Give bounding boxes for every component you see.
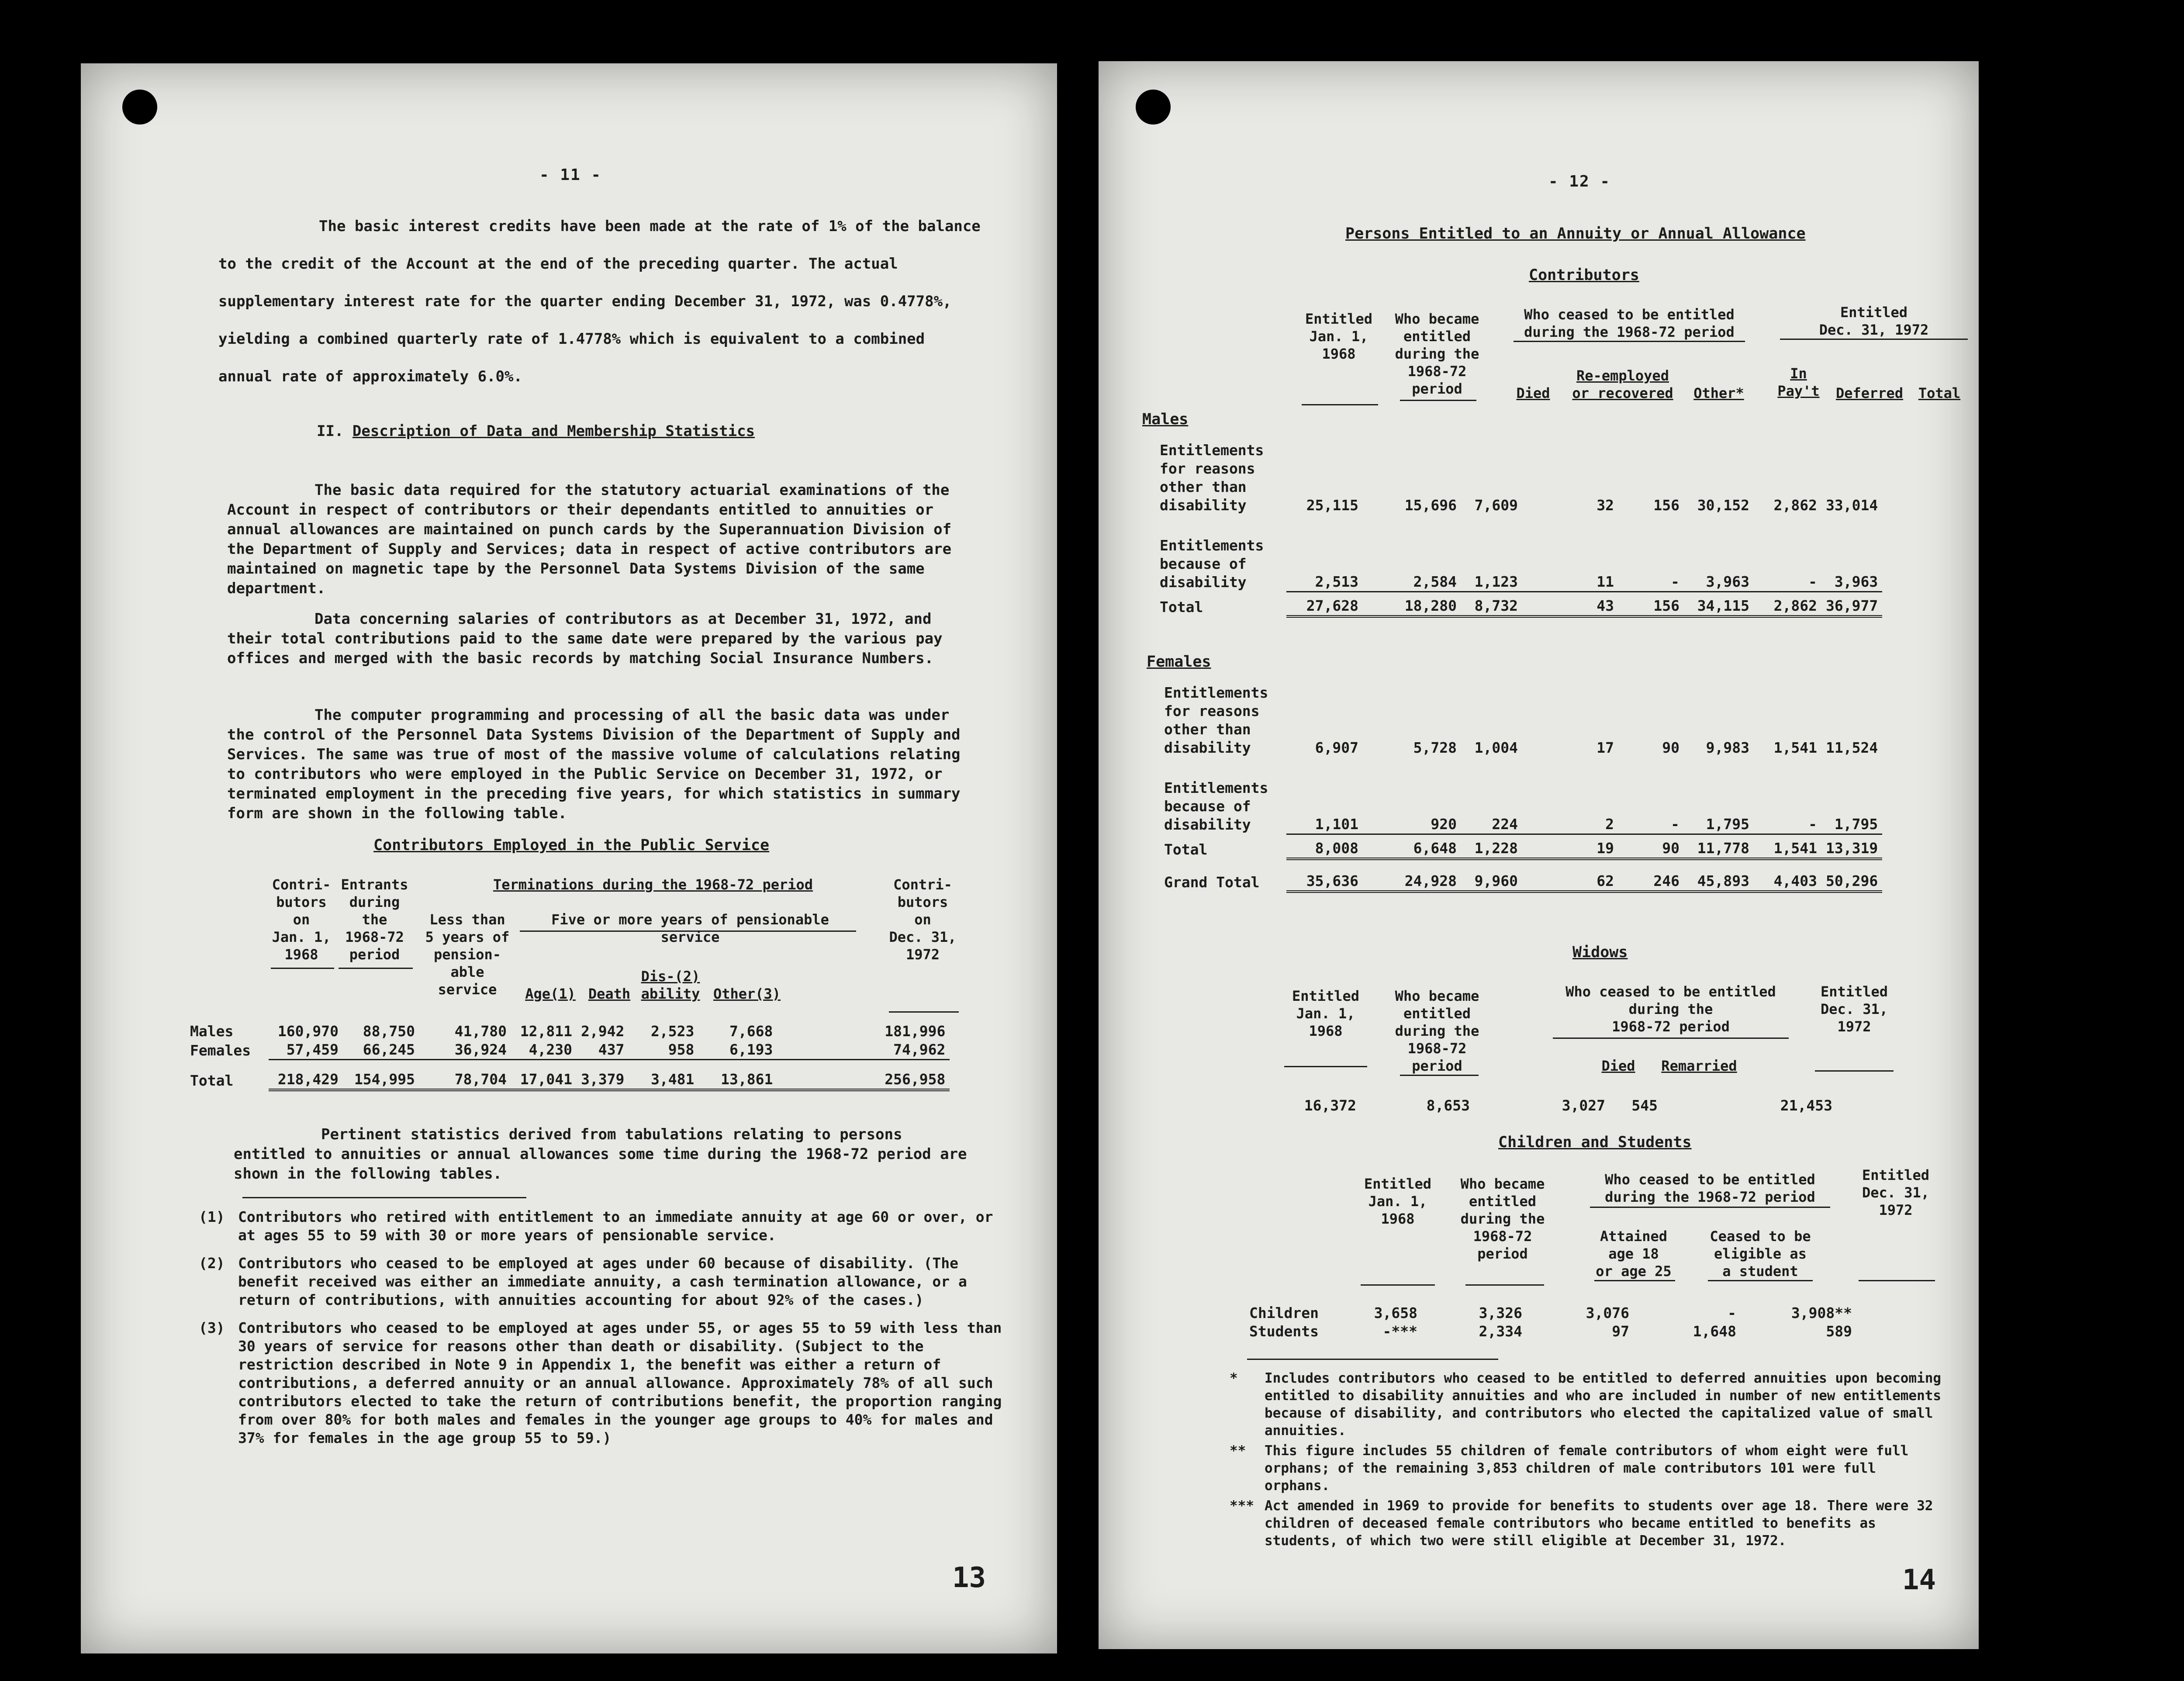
row-label: Total bbox=[1164, 841, 1208, 858]
cell: 1,101 bbox=[1286, 779, 1363, 834]
contributors-females-table bbox=[1160, 684, 1882, 893]
table-row bbox=[1245, 1304, 1856, 1322]
footnote bbox=[199, 1319, 1002, 1447]
females-label: Females bbox=[1147, 653, 1211, 671]
cell: 17,041 bbox=[511, 1070, 577, 1090]
cell: 90 bbox=[1662, 739, 1679, 756]
cell: 41,780 bbox=[454, 1023, 507, 1040]
cell: 2,862 bbox=[1773, 497, 1817, 514]
cell: 19 bbox=[1522, 839, 1618, 859]
row-label: Entitlements for reasons other than disability bbox=[1160, 442, 1264, 514]
row-label: Total bbox=[1160, 598, 1203, 616]
cell: 36,977 bbox=[1821, 597, 1882, 616]
page-12 bbox=[1099, 61, 1979, 1649]
widows-head-entitled-dec: Entitled Dec. 31, 1972 bbox=[1820, 983, 1888, 1035]
cell: 12,811 bbox=[520, 1023, 572, 1040]
children-table bbox=[1245, 1304, 1856, 1341]
footnote bbox=[199, 1208, 1002, 1245]
cell: 1,648 bbox=[1693, 1323, 1736, 1340]
cell: 43 bbox=[1522, 597, 1618, 616]
section-title: Description of Data and Membership Statistics bbox=[352, 422, 755, 440]
widows-head-died: Died bbox=[1601, 1058, 1635, 1074]
col-head-age: Age(1) bbox=[525, 986, 576, 1002]
cell: 27,628 bbox=[1286, 597, 1363, 616]
col-head-entrants: Entrants during the 1968-72 period bbox=[341, 876, 408, 963]
cell: 3,326 bbox=[1479, 1304, 1522, 1321]
cell: 2,513 bbox=[1286, 536, 1363, 591]
col-head-died: Died bbox=[1516, 385, 1550, 401]
widows-head-ceased: Who ceased to be entitled during the 1968-72 period bbox=[1565, 983, 1776, 1035]
footnote-text: Contributors who ceased to be employed at ages under 60 because of disability. (The benefit received was either an immediate annuity, a cash termination allowance, or a return of contributions, with annuities accounting for about 92% of the cases.) bbox=[238, 1255, 967, 1308]
cell: 7,668 bbox=[729, 1023, 773, 1040]
cell: 16,372 bbox=[1304, 1097, 1356, 1114]
paragraph-programming: The computer programming and processing of all the basic data was under the control of the Personnel Data Systems Division of the Department of Supply and Services. The same was true of most of the massive volume of calculations relating to contributors who were employed in the Public Service on December 31, 1972, or terminated employment in the preceding five years, for which statistics in summary form are shown in the following table. bbox=[227, 706, 961, 822]
head-rule bbox=[1514, 341, 1745, 342]
table-row bbox=[1245, 1322, 1856, 1341]
cell: 9,983 bbox=[1706, 739, 1749, 756]
footnotes bbox=[199, 1208, 1002, 1457]
punch-hole bbox=[1136, 90, 1171, 125]
cell: 32 bbox=[1597, 497, 1614, 514]
cell: 45,893 bbox=[1684, 872, 1754, 892]
cell: 4,403 bbox=[1754, 872, 1821, 892]
cell: 3,379 bbox=[577, 1070, 629, 1090]
head-rule bbox=[1302, 404, 1378, 405]
footnote-mark: (2) bbox=[199, 1255, 225, 1272]
cell: 224 bbox=[1461, 779, 1522, 834]
cell: 11,778 bbox=[1684, 839, 1754, 859]
table-row bbox=[1155, 441, 1882, 515]
cell: 6,648 bbox=[1363, 839, 1461, 859]
cell: 57,459 bbox=[269, 1041, 343, 1060]
table-row-grand-total bbox=[1160, 872, 1882, 892]
cell: 2,584 bbox=[1363, 536, 1461, 591]
head-rule bbox=[1284, 1066, 1367, 1067]
cell: 13,319 bbox=[1821, 839, 1882, 859]
table-row bbox=[186, 1022, 950, 1041]
cell: -*** bbox=[1382, 1323, 1417, 1340]
col-head-five-or-more: Five or more years of pensionable service bbox=[551, 911, 829, 945]
widows-title: Widows bbox=[1572, 944, 1628, 961]
cell: 1,795 bbox=[1821, 779, 1882, 834]
page-number: - 11 - bbox=[539, 166, 602, 184]
head-rule bbox=[1400, 400, 1476, 401]
head-rule bbox=[1594, 1280, 1675, 1281]
footnote-rule bbox=[242, 1197, 526, 1198]
row-label: Entitlements for reasons other than disability bbox=[1164, 684, 1268, 756]
col-head-entitled-dec: Entitled Dec. 31, 1972 bbox=[1819, 304, 1929, 338]
cell: 156 bbox=[1618, 597, 1684, 616]
col-head-contributors-1972: Contri- butors on Dec. 31, 1972 bbox=[889, 876, 957, 963]
footnote-text: This figure includes 55 children of female contributors of whom eight were full orphans; of the remaining 3,853 children of male contributors 101 were full orphans. bbox=[1265, 1443, 1909, 1494]
cell: 88,750 bbox=[363, 1023, 415, 1040]
cell: 7,609 bbox=[1474, 497, 1518, 514]
row-label: Entitlements because of disability bbox=[1160, 537, 1264, 591]
widows-head-entitled-1968: Entitled Jan. 1, 1968 bbox=[1292, 988, 1360, 1039]
cell: 6,907 bbox=[1315, 739, 1358, 756]
cell: 15,696 bbox=[1404, 497, 1457, 514]
cell: 3,658 bbox=[1374, 1304, 1417, 1321]
cell: 30,152 bbox=[1697, 497, 1749, 514]
footnote-text: Includes contributors who ceased to be entitled to deferred annuities upon becoming entitled to disability annuities and who are included in number of new entitlements because of disability, and contributors who elected the capitalized value of small annuities. bbox=[1265, 1370, 1942, 1439]
corner-page-number: 14 bbox=[1902, 1564, 1936, 1596]
col-head-who-became: Who became entitled during the 1968-72 period bbox=[1395, 311, 1479, 397]
children-head-entitled-dec: Entitled Dec. 31, 1972 bbox=[1862, 1167, 1930, 1218]
punch-hole bbox=[122, 90, 157, 125]
row-label: Students bbox=[1249, 1323, 1319, 1340]
page-number: - 12 - bbox=[1548, 173, 1611, 190]
col-head-terminations: Terminations during the 1968-72 period bbox=[493, 876, 813, 893]
head-rule bbox=[1361, 1284, 1435, 1286]
section-number: II. bbox=[317, 422, 344, 440]
cell: 2,334 bbox=[1479, 1323, 1522, 1340]
head-rule bbox=[271, 968, 334, 969]
cell: 5,728 bbox=[1413, 739, 1457, 756]
footnote-mark: *** bbox=[1230, 1498, 1254, 1514]
table-row-total bbox=[1155, 597, 1882, 616]
head-rule bbox=[889, 1011, 959, 1013]
footnote-text: Contributors who retired with entitlement to an immediate annuity at age 60 or over, or at ages 55 to 59 with 30 or more years of pensionable service. bbox=[238, 1208, 993, 1244]
cell: 34,115 bbox=[1684, 597, 1754, 616]
cell: 3,963 bbox=[1684, 536, 1754, 591]
cell: 36,924 bbox=[419, 1041, 511, 1060]
cell: 1,004 bbox=[1474, 739, 1518, 756]
row-label: Grand Total bbox=[1164, 874, 1260, 891]
cell: 18,280 bbox=[1363, 597, 1461, 616]
col-head-in-pay: In Pay't bbox=[1777, 365, 1820, 399]
head-rule bbox=[520, 930, 856, 932]
cell: 218,429 bbox=[269, 1070, 343, 1090]
footnote-mark: * bbox=[1230, 1370, 1238, 1386]
cell: 3,481 bbox=[629, 1070, 698, 1090]
col-head-death: Death bbox=[588, 986, 631, 1002]
table-title: Contributors Employed in the Public Service bbox=[373, 837, 770, 854]
page-11 bbox=[81, 63, 1057, 1653]
table-row-total bbox=[186, 1070, 950, 1090]
cell: 6,193 bbox=[698, 1041, 777, 1060]
col-head-other: Other* bbox=[1693, 385, 1744, 401]
widows-table bbox=[1286, 1096, 1837, 1115]
head-rule bbox=[1815, 1070, 1894, 1072]
cell: 8,653 bbox=[1426, 1097, 1470, 1114]
footnote bbox=[199, 1254, 1002, 1309]
cell: 156 bbox=[1653, 497, 1679, 514]
cell: 90 bbox=[1618, 839, 1684, 859]
section-heading bbox=[317, 422, 755, 441]
head-rule bbox=[1590, 1207, 1830, 1208]
cell: 160,970 bbox=[277, 1023, 339, 1040]
col-head-reemployed: Re-employed or recovered bbox=[1572, 367, 1673, 401]
contributors-title: Contributors bbox=[1529, 266, 1639, 284]
interest-paragraph: The basic interest credits have been made at the rate of 1% of the balance to the credit of the Account at the end of the preceding quarter. The actual supplementary interest rate for the quarter ending December 31, 1972, was 0.4778%, yielding a combined quarterly rate of 1.4778% which is equivalent to a combined annual rate of approximately 6.0%. bbox=[218, 218, 981, 385]
paragraph-salaries: Data concerning salaries of contributors as at December 31, 1972, and their total contributions paid to the same date were prepared by the various pay offices and merged with the basic records by matching Social Insurance Numbers. bbox=[227, 610, 943, 667]
cell: 920 bbox=[1363, 779, 1461, 834]
cell: 1,795 bbox=[1684, 779, 1754, 834]
corner-page-number: 13 bbox=[952, 1562, 986, 1594]
cell: 1,123 bbox=[1461, 536, 1522, 591]
paragraph-basic-data: The basic data required for the statutory actuarial examinations of the Account in respect of contributors or their dependants entitled to annuities or annual allowances are maintained on punch cards by the Superannuation Division of the Department of Supply and Services; data in respect of active contributors are maintained on magnetic tape by the Personnel Data Systems Division of the same department. bbox=[227, 481, 952, 597]
table-row bbox=[1160, 684, 1882, 757]
cell: 2,942 bbox=[581, 1023, 625, 1040]
col-head-deferred: Deferred bbox=[1835, 385, 1904, 401]
col-head-entitled-1968: Entitled Jan. 1, 1968 bbox=[1305, 311, 1373, 362]
col-head-other: Other(3) bbox=[713, 986, 781, 1002]
head-rule bbox=[1708, 1280, 1813, 1281]
cell: 50,296 bbox=[1821, 872, 1882, 892]
males-label: Males bbox=[1142, 411, 1189, 428]
cell: 13,861 bbox=[698, 1070, 777, 1090]
cell: 33,014 bbox=[1826, 497, 1878, 514]
cell: 62 bbox=[1522, 872, 1618, 892]
footnote bbox=[1230, 1497, 1946, 1550]
children-head-who-became: Who became entitled during the 1968-72 period bbox=[1460, 1176, 1545, 1262]
cell: 2 bbox=[1522, 779, 1618, 834]
table-row bbox=[1160, 779, 1882, 834]
footnote bbox=[1230, 1442, 1946, 1494]
children-title: Children and Students bbox=[1498, 1134, 1692, 1151]
cell: - bbox=[1618, 779, 1684, 834]
cell: 4,230 bbox=[511, 1041, 577, 1060]
cell: 1,541 bbox=[1754, 839, 1821, 859]
footnote-mark: (1) bbox=[199, 1208, 225, 1225]
table-row bbox=[1155, 536, 1882, 591]
children-head-attained: Attained age 18 or age 25 bbox=[1596, 1228, 1672, 1280]
cell: 3,076 bbox=[1586, 1304, 1629, 1321]
cell: 3,908** bbox=[1791, 1304, 1852, 1321]
footnote-text: Act amended in 1969 to provide for benefits to students over age 18. There were 32 children of deceased female contributors who became entitled to benefits as students, of which two were still eligible at December 31, 1972. bbox=[1265, 1498, 1933, 1549]
cell: 17 bbox=[1597, 739, 1614, 756]
footnote-mark: ** bbox=[1230, 1443, 1246, 1459]
head-rule bbox=[1859, 1280, 1935, 1281]
widows-head-who-became: Who became entitled during the 1968-72 period bbox=[1395, 988, 1479, 1074]
col-head-contributors-1968: Contri- butors on Jan. 1, 1968 bbox=[272, 876, 331, 963]
table-row-total bbox=[1160, 839, 1882, 859]
children-head-entitled-1968: Entitled Jan. 1, 1968 bbox=[1364, 1176, 1432, 1227]
col-head-less-than-5: Less than 5 years of pension- able service bbox=[425, 911, 510, 998]
widows-head-remarried: Remarried bbox=[1661, 1058, 1737, 1074]
cell: 256,958 bbox=[777, 1070, 950, 1090]
contributors-males-table bbox=[1155, 441, 1882, 618]
footnote bbox=[1230, 1370, 1946, 1439]
cell: 589 bbox=[1826, 1323, 1852, 1340]
footnote-mark: (3) bbox=[199, 1319, 225, 1336]
cell: 25,115 bbox=[1306, 497, 1358, 514]
cell: 24,928 bbox=[1363, 872, 1461, 892]
head-rule bbox=[1465, 1284, 1544, 1286]
row-label: Total bbox=[190, 1072, 234, 1089]
cell: 11,524 bbox=[1826, 739, 1878, 756]
col-head-disability: Dis-(2) ability bbox=[641, 968, 700, 1002]
table-row bbox=[186, 1041, 950, 1060]
cell: 74,962 bbox=[777, 1041, 950, 1060]
cell: 11 bbox=[1522, 536, 1618, 591]
cell: 545 bbox=[1631, 1097, 1658, 1114]
col-head-total: Total bbox=[1918, 385, 1961, 401]
cell: 8,732 bbox=[1461, 597, 1522, 616]
cell: 8,008 bbox=[1286, 839, 1363, 859]
cell: 181,996 bbox=[885, 1023, 946, 1040]
cell: 78,704 bbox=[419, 1070, 511, 1090]
cell: 437 bbox=[577, 1041, 629, 1060]
footnote-text: Contributors who ceased to be employed at ages under 55, or ages 55 to 59 with less than 30 years of service for reasons other than death or disability. (Subject to the restriction described in Note 9 in Appendix 1, the benefit was either a return of contributions, a deferred annuity or an annual allowance. Approximately 78% of all such contributors elected to take the return of contributions benefit, the proportion ranging from over 80% for both males and females in the younger age groups to 40% for males and 37% for females in the age group 55 to 59.) bbox=[238, 1319, 1002, 1446]
cell: - bbox=[1618, 536, 1684, 591]
footnotes bbox=[1230, 1370, 1946, 1552]
contributors-table bbox=[186, 1022, 950, 1091]
cell: 154,995 bbox=[343, 1070, 419, 1090]
row-label: Males bbox=[190, 1023, 234, 1040]
cell: 3,027 bbox=[1562, 1097, 1605, 1114]
cell: - bbox=[1728, 1304, 1736, 1321]
head-rule bbox=[1400, 1075, 1479, 1076]
col-head-ceased: Who ceased to be entitled during the 1968-72 period bbox=[1524, 306, 1735, 340]
cell: 958 bbox=[629, 1041, 698, 1060]
cell: 2,862 bbox=[1754, 597, 1821, 616]
head-rule bbox=[1553, 1038, 1789, 1039]
persons-entitled-title: Persons Entitled to an Annuity or Annual Allowance bbox=[1345, 225, 1806, 242]
cell: 1,228 bbox=[1461, 839, 1522, 859]
table-row bbox=[1286, 1096, 1837, 1115]
head-rule bbox=[1780, 339, 1968, 340]
cell: 9,960 bbox=[1461, 872, 1522, 892]
cell: 97 bbox=[1612, 1323, 1629, 1340]
cell: 35,636 bbox=[1286, 872, 1363, 892]
footnote-rule bbox=[1247, 1359, 1498, 1360]
cell: 246 bbox=[1618, 872, 1684, 892]
cell: - bbox=[1754, 779, 1821, 834]
cell: 2,523 bbox=[651, 1023, 695, 1040]
paragraph-pertinent: Pertinent statistics derived from tabulations relating to persons entitled to annuities or annual allowances some time during the 1968-72 period are shown in the following tables. bbox=[234, 1126, 967, 1183]
cell: 3,963 bbox=[1821, 536, 1882, 591]
children-head-ceased: Who ceased to be entitled during the 1968-72 period bbox=[1605, 1171, 1815, 1205]
cell: - bbox=[1754, 536, 1821, 591]
head-rule bbox=[339, 968, 413, 969]
cell: 21,453 bbox=[1780, 1097, 1832, 1114]
row-label: Females bbox=[190, 1041, 251, 1059]
row-label: Entitlements because of disability bbox=[1164, 779, 1268, 833]
cell: 1,541 bbox=[1773, 739, 1817, 756]
children-head-ceased-student: Ceased to be eligible as a student bbox=[1710, 1228, 1811, 1280]
row-label: Children bbox=[1249, 1304, 1319, 1321]
cell: 66,245 bbox=[343, 1041, 419, 1060]
